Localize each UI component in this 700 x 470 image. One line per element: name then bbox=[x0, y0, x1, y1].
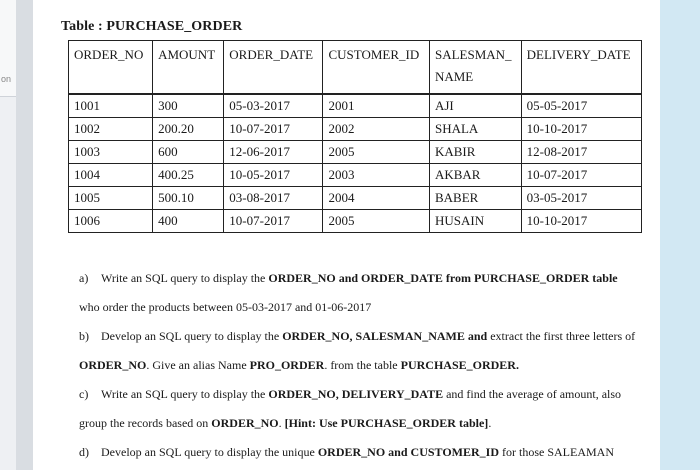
column-header-label: ORDER_DATE bbox=[229, 47, 314, 62]
table-cell: 500.10 bbox=[153, 187, 224, 210]
table-row bbox=[69, 118, 642, 141]
question-label: c) bbox=[79, 387, 89, 401]
question-text-segment: . from the table bbox=[324, 358, 401, 372]
column-header-label: ORDER_NO bbox=[74, 47, 144, 62]
question-label: d) bbox=[79, 445, 89, 459]
column-header bbox=[323, 41, 430, 95]
table-cell: HUSAIN bbox=[429, 210, 521, 233]
table-cell: 2001 bbox=[323, 94, 430, 118]
table-cell: 2005 bbox=[323, 210, 430, 233]
table-cell: 2004 bbox=[323, 187, 430, 210]
table-cell: 1002 bbox=[69, 118, 153, 141]
table-cell: AKBAR bbox=[429, 164, 521, 187]
table-cell: KABIR bbox=[429, 141, 521, 164]
table-cell: 10-05-2017 bbox=[224, 164, 323, 187]
table-cell: 10-07-2017 bbox=[224, 118, 323, 141]
question-keyword: ORDER_NO bbox=[79, 358, 147, 372]
table-cell: 200.20 bbox=[153, 118, 224, 141]
question-keyword: PURCHASE_ORDER. bbox=[400, 358, 519, 372]
table-row bbox=[69, 94, 642, 118]
document-page bbox=[33, 0, 660, 470]
table-cell: 1004 bbox=[69, 164, 153, 187]
table-cell: 2005 bbox=[323, 141, 430, 164]
question-text bbox=[101, 380, 659, 409]
table-cell: 10-07-2017 bbox=[224, 210, 323, 233]
table-cell: 03-05-2017 bbox=[521, 187, 641, 210]
question-text bbox=[79, 351, 659, 380]
table-cell: 10-10-2017 bbox=[521, 210, 641, 233]
question-text bbox=[101, 264, 659, 293]
table-cell: AJI bbox=[429, 94, 521, 118]
question-keyword: ORDER_NO and CUSTOMER_ID bbox=[317, 445, 499, 459]
table-header-row bbox=[69, 41, 642, 95]
table-cell: 600 bbox=[153, 141, 224, 164]
question-text-segment: Develop an SQL query to display the bbox=[101, 329, 283, 343]
table-cell: 1006 bbox=[69, 210, 153, 233]
column-header bbox=[153, 41, 224, 95]
column-header-label: SALESMAN_ bbox=[434, 47, 512, 62]
question-text-segment: . Give an alias Name bbox=[146, 358, 250, 372]
column-header-label: NAME bbox=[434, 69, 474, 84]
question-keyword: PRO_ORDER bbox=[249, 358, 325, 372]
table-cell: 10-07-2017 bbox=[521, 164, 641, 187]
questions-list bbox=[79, 264, 659, 467]
column-header bbox=[429, 41, 521, 95]
page-gutter bbox=[16, 0, 33, 470]
question-text bbox=[79, 409, 659, 438]
question-line bbox=[79, 264, 659, 293]
question-line bbox=[79, 322, 659, 351]
column-header-label: DELIVERY_DATE bbox=[526, 47, 631, 62]
question-keyword: ORDER_NO, SALESMAN_NAME and bbox=[282, 329, 488, 343]
table-cell: 1005 bbox=[69, 187, 153, 210]
question-line bbox=[79, 438, 659, 467]
question-text-segment: Write an SQL query to display the bbox=[101, 271, 269, 285]
table-row bbox=[69, 187, 642, 210]
table-cell: SHALA bbox=[429, 118, 521, 141]
question-line bbox=[79, 409, 659, 438]
question-text bbox=[101, 438, 659, 467]
question-keyword: ORDER_NO and ORDER_DATE from PURCHASE_ORDER table bbox=[268, 271, 618, 285]
question-text-segment: and find the average of amount, also bbox=[443, 387, 622, 401]
question-text-segment: for those SALEAMAN bbox=[499, 445, 614, 459]
table-row bbox=[69, 210, 642, 233]
question-text-segment: Write an SQL query to display the bbox=[101, 387, 269, 401]
table-cell: 03-08-2017 bbox=[224, 187, 323, 210]
question-text-segment: extract the first three letters of bbox=[487, 329, 636, 343]
question-text-segment: . bbox=[488, 416, 492, 430]
table-cell: 2002 bbox=[323, 118, 430, 141]
question-keyword: ORDER_NO, DELIVERY_DATE bbox=[268, 387, 444, 401]
question-text-segment: . bbox=[278, 416, 285, 430]
left-sidebar bbox=[0, 0, 17, 470]
table-cell: 1001 bbox=[69, 94, 153, 118]
question-label: b) bbox=[79, 329, 89, 343]
column-header bbox=[224, 41, 323, 95]
question-text-segment: group the records based on bbox=[79, 416, 212, 430]
table-row bbox=[69, 141, 642, 164]
question-text bbox=[101, 322, 659, 351]
table-cell: 400 bbox=[153, 210, 224, 233]
purchase-order-table bbox=[68, 40, 642, 233]
table-cell: BABER bbox=[429, 187, 521, 210]
question-label: a) bbox=[79, 271, 89, 285]
table-cell: 400.25 bbox=[153, 164, 224, 187]
table-row bbox=[69, 164, 642, 187]
table-cell: 2003 bbox=[323, 164, 430, 187]
question-text-segment: Develop an SQL query to display the unique bbox=[101, 445, 318, 459]
table-cell: 12-08-2017 bbox=[521, 141, 641, 164]
right-margin-band bbox=[660, 0, 700, 470]
sidebar-text-fragment: on bbox=[1, 74, 12, 84]
column-header bbox=[521, 41, 641, 95]
table-cell: 10-10-2017 bbox=[521, 118, 641, 141]
table-cell: 05-03-2017 bbox=[224, 94, 323, 118]
question-line bbox=[79, 380, 659, 409]
column-header-label: AMOUNT bbox=[158, 47, 216, 62]
table-title: Table : PURCHASE_ORDER bbox=[61, 19, 243, 34]
table-cell: 300 bbox=[153, 94, 224, 118]
table-cell: 05-05-2017 bbox=[521, 94, 641, 118]
question-line bbox=[79, 351, 659, 380]
question-keyword: ORDER_NO bbox=[211, 416, 279, 430]
table-cell: 1003 bbox=[69, 141, 153, 164]
question-text bbox=[79, 293, 659, 322]
question-text-segment: who order the products between 05-03-2017 and 01-06-2017 bbox=[79, 300, 372, 314]
column-header-label: CUSTOMER_ID bbox=[328, 47, 420, 62]
question-keyword: [Hint: Use PURCHASE_ORDER table] bbox=[284, 416, 489, 430]
column-header bbox=[69, 41, 153, 95]
table-cell: 12-06-2017 bbox=[224, 141, 323, 164]
question-line bbox=[79, 293, 659, 322]
